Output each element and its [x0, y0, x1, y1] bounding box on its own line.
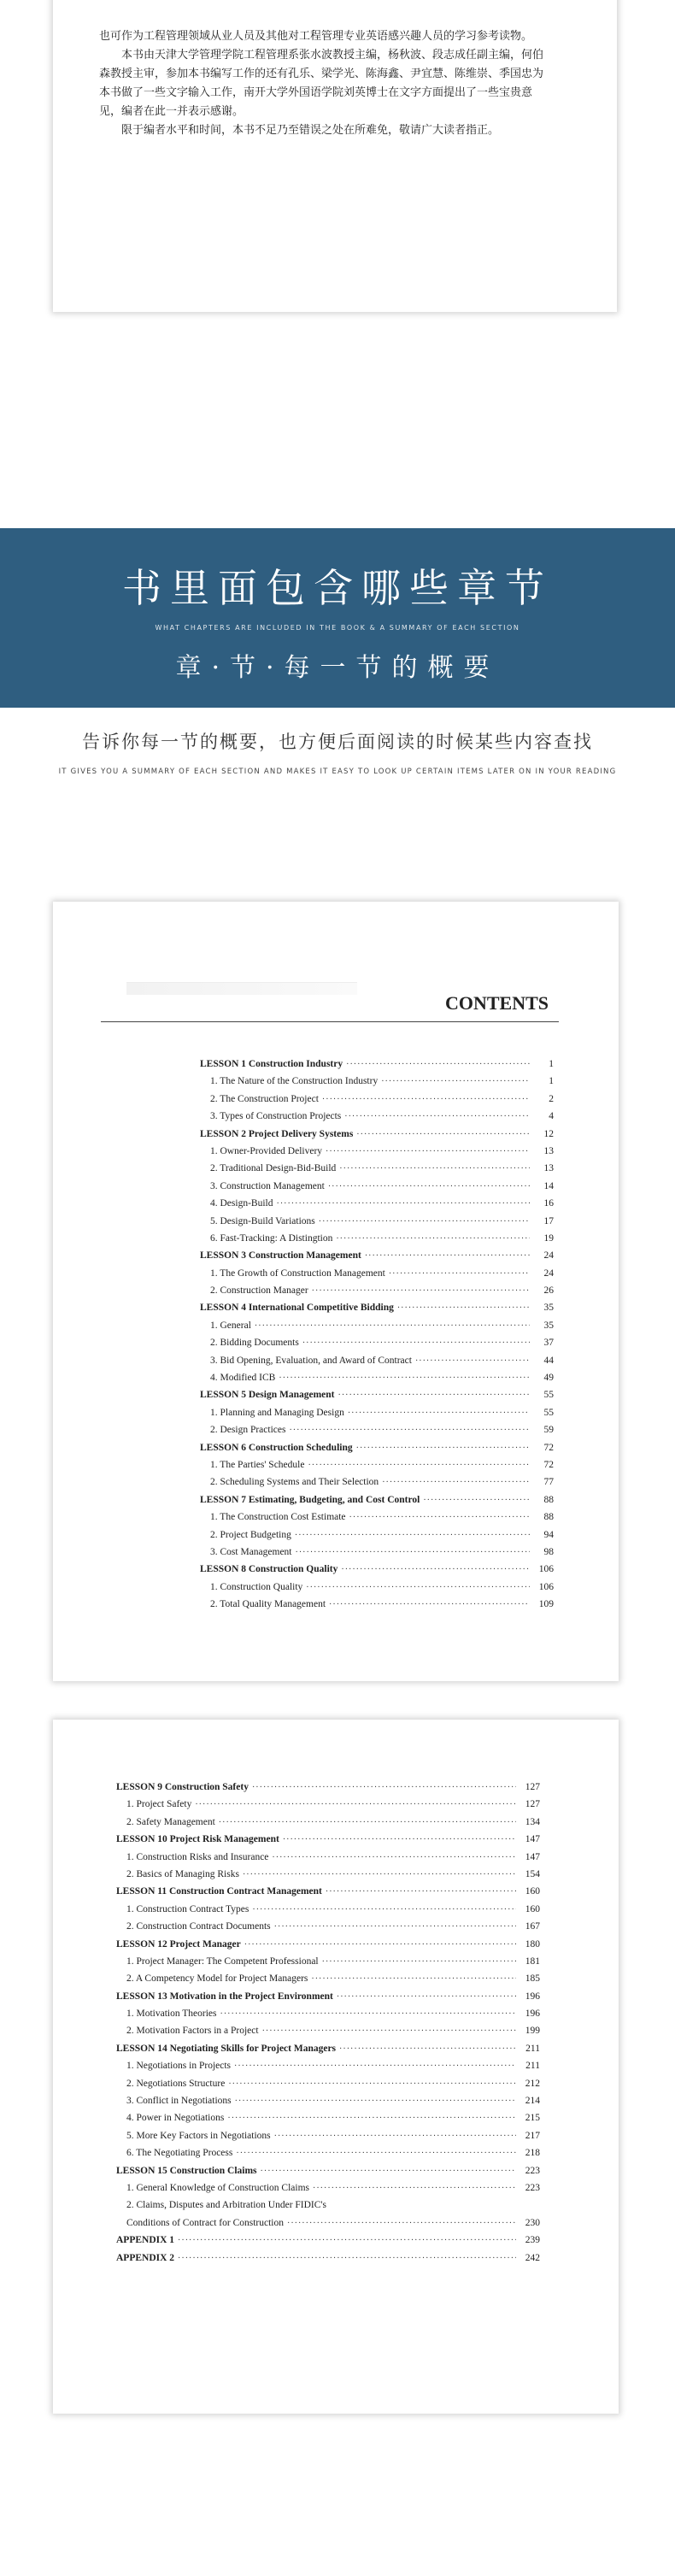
toc-page-number: 147	[525, 1834, 540, 1845]
toc-section-row	[116, 2061, 540, 2078]
toc-page-number: 134	[525, 1816, 540, 1827]
toc-entry-title: 1. The Nature of the Construction Industry	[210, 1076, 379, 1087]
toc-page-number: 24	[543, 1250, 554, 1262]
leader-dots	[344, 1112, 530, 1121]
tagline	[0, 728, 675, 776]
toc-lesson-row	[116, 1782, 540, 1799]
leader-dots	[228, 2079, 516, 2089]
toc-section-row	[200, 1547, 554, 1564]
leader-dots	[279, 1373, 530, 1383]
toc-page-number: 109	[538, 1599, 554, 1610]
toc-page-number: 55	[543, 1390, 554, 1401]
toc-lesson-row	[200, 1390, 554, 1407]
leader-dots	[322, 1095, 530, 1104]
toc-page-number: 77	[543, 1477, 554, 1488]
toc-entry-title: 2. Design Practices	[210, 1425, 286, 1436]
toc-lesson-row	[200, 1443, 554, 1460]
leader-dots	[423, 1496, 530, 1505]
toc-page-number: 160	[525, 1886, 540, 1897]
leader-dots	[312, 1286, 530, 1296]
toc-section-row	[116, 2096, 540, 2113]
toc-lesson-row	[200, 1059, 554, 1076]
leader-dots	[244, 1940, 516, 1950]
toc-entry-title: LESSON 15 Construction Claims	[116, 2165, 257, 2176]
leader-dots	[356, 1130, 530, 1139]
toc-section-row	[116, 2148, 540, 2165]
leader-dots	[227, 2114, 516, 2123]
toc-lesson-row	[200, 1250, 554, 1267]
toc-section-row	[200, 1076, 554, 1093]
toc-section-row	[116, 2008, 540, 2026]
toc-entry-title: APPENDIX 1	[116, 2235, 175, 2246]
leader-dots	[326, 1887, 516, 1897]
toc-entry-title: LESSON 11 Construction Contract Management	[116, 1886, 322, 1897]
toc-lesson-row	[116, 1939, 540, 1956]
toc-page-number: 17	[543, 1215, 554, 1226]
toc-section-row	[200, 1338, 554, 1355]
toc-page-number: 12	[543, 1128, 554, 1139]
toc-entry-title: 2. The Construction Project	[210, 1093, 319, 1104]
toc-entry-title: 4. Modified ICB	[210, 1373, 276, 1384]
toc-page-number: 106	[538, 1581, 554, 1592]
leader-dots	[283, 1835, 516, 1844]
leader-dots	[337, 1992, 516, 2002]
leader-dots	[243, 1870, 516, 1879]
toc-page-number: 212	[525, 2078, 540, 2089]
toc-page-number: 88	[543, 1512, 554, 1523]
toc-page-number: 1	[549, 1076, 554, 1087]
leader-dots	[346, 1060, 530, 1069]
toc-entry-title: 2. Construction Manager	[210, 1285, 308, 1297]
toc-page-number: 49	[543, 1373, 554, 1384]
toc-page-number: 94	[543, 1529, 554, 1540]
leader-dots	[262, 2026, 516, 2036]
toc-page-number: 72	[543, 1442, 554, 1453]
toc-page-number: 14	[543, 1180, 554, 1191]
toc-entry-title: 1. The Construction Cost Estimate	[210, 1512, 346, 1523]
leader-dots	[220, 2009, 516, 2019]
toc-page-number: 242	[525, 2252, 540, 2263]
toc-entry-title: 2. A Competency Model for Project Managers	[126, 1973, 308, 1985]
preface-paragraph: 本书由天津大学管理学院工程管理系张水波教授主编，杨秋波、段志成任副主编，何伯森教授主审，参加本书编写工作的还有孔乐、梁学光、陈海鑫、尹宜慧、陈维崇、季国忠为本书做了一些文字输入工作，南开大学外国语学院刘英博士在文字方面提出了一些宝贵意见，编者在此一并表示感谢。	[99, 49, 544, 118]
leader-dots	[397, 1303, 530, 1313]
toc-page-number: 196	[525, 2008, 540, 2020]
toc-page-number: 223	[525, 2165, 540, 2176]
toc-lesson-row	[200, 1495, 554, 1512]
leader-dots	[381, 1077, 530, 1086]
toc-page-number: 98	[543, 1546, 554, 1557]
toc-section-row	[116, 2026, 540, 2043]
toc-lesson-row	[116, 1886, 540, 1903]
toc-entry-title: 1. Construction Contract Types	[126, 1903, 249, 1914]
leader-dots	[289, 1426, 530, 1435]
toc-entry-title: 4. Design-Build	[210, 1198, 273, 1209]
toc-entry-title: 1. Project Manager: The Competent Professional	[126, 1956, 319, 1967]
toc-page-number: 180	[525, 1938, 540, 1950]
toc-section-row	[116, 2200, 540, 2217]
toc-entry-title: 2. Motivation Factors in a Project	[126, 2026, 259, 2037]
leader-dots	[178, 2236, 516, 2245]
toc-entry-title: LESSON 5 Design Management	[200, 1390, 335, 1401]
toc-page-number: 59	[543, 1425, 554, 1436]
leader-dots	[195, 1800, 516, 1809]
toc-lesson-row	[116, 1834, 540, 1851]
toc-page-number: 199	[525, 2026, 540, 2037]
toc-list	[200, 1059, 554, 1617]
toc-page-number: 196	[525, 1991, 540, 2002]
toc-entry-title: 1. Project Safety	[126, 1799, 192, 1810]
toc-section-row	[116, 1904, 540, 1921]
toc-lesson-row	[116, 1991, 540, 2008]
toc-page-number: 154	[525, 1868, 540, 1879]
toc-entry-title: 2. Negotiations Structure	[126, 2078, 226, 2089]
toc-entry-title: 1. The Parties' Schedule	[210, 1459, 305, 1470]
toc-page-number: 239	[525, 2235, 540, 2246]
toc-page-number: 13	[543, 1145, 554, 1156]
leader-dots	[348, 1409, 530, 1418]
toc-page-number: 127	[525, 1799, 540, 1810]
toc-page-number: 167	[525, 1921, 540, 1932]
toc-section-row	[200, 1373, 554, 1390]
leader-dots	[306, 1583, 530, 1592]
leader-dots	[252, 1905, 516, 1914]
leader-dots	[252, 1783, 516, 1792]
toc-page-number: 223	[525, 2182, 540, 2193]
toc-entry-title: LESSON 14 Negotiating Skills for Project Managers	[116, 2043, 337, 2054]
toc-page-number: 44	[543, 1355, 554, 1366]
leader-dots	[274, 1922, 516, 1932]
leader-dots	[319, 1217, 530, 1226]
leader-dots	[341, 1565, 530, 1574]
toc-entry-title: LESSON 12 Project Manager	[116, 1938, 241, 1950]
toc-page-number: 214	[525, 2096, 540, 2107]
toc-section-row	[200, 1425, 554, 1442]
chapters-banner	[0, 528, 675, 708]
toc-section-row	[116, 1869, 540, 1886]
toc-entry-title: 1. General Knowledge of Construction Claims	[126, 2182, 309, 2193]
toc-section-row	[200, 1094, 554, 1111]
toc-entry-title: 2. Claims, Disputes and Arbitration Under FIDIC's	[126, 2200, 326, 2211]
leader-dots	[339, 1164, 530, 1173]
leader-dots	[356, 1444, 530, 1453]
leader-dots	[336, 1234, 530, 1244]
toc-section-row	[200, 1198, 554, 1215]
toc-entry-title: 1. Construction Quality	[210, 1581, 303, 1592]
toc-page-number: 1	[549, 1059, 554, 1069]
tagline-zh: 告诉你每一节的概要，也方便后面阅读的时候某些内容查找	[82, 732, 593, 752]
toc-page-number: 16	[543, 1198, 554, 1209]
toc-entry-title: 3. Bid Opening, Evaluation, and Award of Contract	[210, 1355, 412, 1366]
toc-section-row	[116, 2131, 540, 2148]
toc-entry-title: 2. Basics of Managing Risks	[126, 1868, 239, 1879]
toc-section-row	[116, 1852, 540, 1869]
toc-section-row	[116, 1817, 540, 1834]
toc-page-number: 13	[543, 1163, 554, 1174]
preface-text	[99, 27, 543, 140]
toc-page-number: 35	[543, 1303, 554, 1314]
leader-dots	[338, 1391, 531, 1400]
toc-page-number: 106	[538, 1564, 554, 1575]
toc-section-row	[200, 1356, 554, 1373]
leader-dots	[389, 1269, 530, 1279]
toc-section-row	[200, 1477, 554, 1494]
toc-entry-title: LESSON 1 Construction Industry	[200, 1059, 343, 1069]
leader-dots	[302, 1338, 530, 1348]
toc-section-row	[116, 2079, 540, 2096]
toc-entry-title: 1. Planning and Managing Design	[210, 1407, 344, 1418]
toc-section-row	[116, 2183, 540, 2200]
toc-page-number: 2	[549, 1093, 554, 1104]
toc-entry-title: LESSON 2 Project Delivery Systems	[200, 1128, 354, 1139]
leader-dots	[261, 2167, 516, 2176]
toc-page-number: 181	[525, 1956, 540, 1967]
leader-dots	[276, 1199, 530, 1209]
toc-entry-title: 6. The Negotiating Process	[126, 2148, 233, 2159]
toc-section-row	[200, 1111, 554, 1128]
leader-dots	[296, 1548, 531, 1557]
preface-paragraph: 限于编者水平和时间，本书不足乃至错误之处在所难免，敬请广大读者指正。	[121, 124, 500, 137]
toc-entry-title: 2. Safety Management	[126, 1816, 215, 1827]
leader-dots	[178, 2254, 516, 2263]
toc-section-row	[200, 1268, 554, 1285]
leader-dots	[322, 1957, 516, 1967]
toc-entry-title: 1. Owner-Provided Delivery	[210, 1145, 323, 1156]
toc-entry-title: 2. Scheduling Systems and Their Selection	[210, 1477, 379, 1488]
bleed-through-text	[126, 982, 357, 995]
toc-section-row	[116, 1921, 540, 1938]
leader-dots	[295, 1531, 530, 1540]
banner-title-en: WHAT CHAPTERS ARE INCLUDED IN THE BOOK & A SUMMARY OF EACH SECTION	[155, 624, 520, 632]
preface-paragraph: 也可作为工程管理领域从业人员及其他对工程管理专业英语感兴趣人员的学习参考读物。	[99, 30, 533, 43]
toc-section-row	[116, 1973, 540, 1991]
toc-lesson-row	[200, 1129, 554, 1146]
leader-dots	[219, 1818, 516, 1827]
toc-lesson-row	[200, 1303, 554, 1320]
toc-entry-title: 3. Cost Management	[210, 1546, 292, 1557]
leader-dots	[255, 1321, 530, 1331]
toc-entry-title: 2. Total Quality Management	[210, 1599, 326, 1610]
toc-entry-title: 5. More Key Factors in Negotiations	[126, 2130, 271, 2141]
toc-entry-title: 2. Traditional Design-Bid-Build	[210, 1163, 337, 1174]
toc-section-row	[116, 2113, 540, 2130]
toc-page-number: 26	[543, 1285, 554, 1297]
toc-lesson-row	[116, 2044, 540, 2061]
leader-dots	[328, 1182, 530, 1191]
toc-page-number: 4	[549, 1111, 554, 1122]
leader-dots	[234, 2061, 516, 2071]
toc-entry-title: 3. Types of Construction Projects	[210, 1111, 342, 1122]
heading-rule	[101, 1021, 559, 1022]
leader-dots	[415, 1356, 530, 1366]
leader-dots	[313, 2184, 516, 2193]
contents-page-2	[53, 1720, 619, 2414]
toc-section-row	[200, 1233, 554, 1250]
toc-entry-title: LESSON 10 Project Risk Management	[116, 1834, 279, 1845]
leader-dots	[308, 1461, 530, 1470]
toc-entry-title: 6. Fast-Tracking: A Distingtion	[210, 1232, 333, 1244]
toc-section-row	[200, 1530, 554, 1547]
toc-page-number: 19	[543, 1232, 554, 1244]
toc-entry-title: 3. Construction Management	[210, 1180, 325, 1191]
toc-lesson-row	[200, 1564, 554, 1581]
toc-page-number: 88	[543, 1494, 554, 1505]
toc-page-number: 24	[543, 1267, 554, 1279]
toc-page-number: 218	[525, 2148, 540, 2159]
toc-entry-title: 1. General	[210, 1320, 251, 1331]
toc-entry-title: LESSON 9 Construction Safety	[116, 1782, 249, 1792]
toc-page-number: 72	[543, 1459, 554, 1470]
toc-entry-title: Conditions of Contract for Construction	[126, 2217, 284, 2228]
toc-entry-title: 2. Project Budgeting	[210, 1529, 291, 1540]
toc-section-row	[200, 1460, 554, 1477]
toc-entry-title: LESSON 8 Construction Quality	[200, 1564, 338, 1575]
toc-page-number: 211	[525, 2061, 540, 2072]
toc-section-row	[200, 1582, 554, 1599]
leader-dots	[326, 1147, 530, 1156]
toc-entry-title: 5. Design-Build Variations	[210, 1215, 315, 1226]
preface-page	[53, 0, 617, 312]
toc-page-number: 37	[543, 1338, 554, 1349]
toc-section-row	[200, 1320, 554, 1338]
banner-subtitle: 章·节·每一节的概要	[175, 653, 500, 683]
toc-entry-title: 1. The Growth of Construction Management	[210, 1267, 385, 1279]
leader-dots	[329, 1600, 530, 1609]
toc-entry-title: LESSON 4 International Competitive Bidding	[200, 1303, 394, 1314]
toc-section-row	[200, 1163, 554, 1180]
leader-dots	[365, 1251, 530, 1261]
toc-entry-title: LESSON 6 Construction Scheduling	[200, 1442, 353, 1453]
contents-heading: CONTENTS	[444, 992, 549, 1014]
toc-section-row	[200, 1216, 554, 1233]
toc-section-row	[200, 1512, 554, 1529]
toc-section-row	[116, 1956, 540, 1973]
toc-section-row	[200, 1408, 554, 1425]
toc-section-row	[200, 1599, 554, 1616]
toc-entry-title: 1. Motivation Theories	[126, 2008, 217, 2020]
toc-entry-title: 1. Negotiations in Projects	[126, 2061, 232, 2072]
toc-entry-title: APPENDIX 2	[116, 2252, 175, 2263]
toc-entry-title: LESSON 7 Estimating, Budgeting, and Cost Control	[200, 1494, 420, 1505]
toc-entry-title: 2. Construction Contract Documents	[126, 1921, 271, 1932]
leader-dots	[382, 1478, 530, 1487]
toc-section-row	[200, 1181, 554, 1198]
toc-page-number: 211	[525, 2043, 540, 2054]
toc-entry-title: LESSON 3 Construction Management	[200, 1250, 361, 1262]
tagline-en: IT GIVES YOU A SUMMARY OF EACH SECTION AND MAKES IT EASY TO LOOK UP CERTAIN ITEMS LATER ON IN YOUR READING	[58, 768, 617, 776]
leader-dots	[287, 2219, 516, 2228]
toc-entry-title: LESSON 13 Motivation in the Project Environment	[116, 1991, 333, 2002]
toc-lesson-row	[116, 2166, 540, 2183]
toc-section-row	[200, 1285, 554, 1303]
leader-dots	[274, 2132, 516, 2141]
leader-dots	[236, 2149, 516, 2158]
leader-dots	[339, 2044, 516, 2054]
leader-dots	[272, 1853, 516, 1862]
toc-page-number: 215	[525, 2113, 540, 2124]
toc-entry-title: 1. Construction Risks and Insurance	[126, 1851, 269, 1862]
leader-dots	[311, 1974, 516, 1984]
toc-lesson-row	[116, 2235, 540, 2252]
toc-page-number: 127	[525, 1782, 540, 1792]
toc-section-row	[200, 1146, 554, 1163]
toc-entry-title: 2. Bidding Documents	[210, 1338, 299, 1349]
toc-lesson-row	[116, 2253, 540, 2270]
toc-list	[116, 1782, 540, 2270]
toc-entry-title: 3. Conflict in Negotiations	[126, 2096, 232, 2107]
toc-section-row	[116, 2218, 540, 2235]
toc-entry-title: 4. Power in Negotiations	[126, 2113, 225, 2124]
leader-dots	[235, 2097, 516, 2106]
toc-section-row	[116, 1799, 540, 1816]
toc-page-number: 160	[525, 1903, 540, 1914]
contents-page-1	[53, 902, 619, 1681]
toc-page-number: 55	[543, 1407, 554, 1418]
banner-title: 书里面包含哪些章节	[122, 565, 553, 611]
toc-page-number: 217	[525, 2130, 540, 2141]
toc-page-number: 185	[525, 1973, 540, 1985]
leader-dots	[349, 1513, 530, 1522]
toc-page-number: 230	[525, 2217, 540, 2228]
toc-page-number: 35	[543, 1320, 554, 1331]
toc-page-number: 147	[525, 1851, 540, 1862]
